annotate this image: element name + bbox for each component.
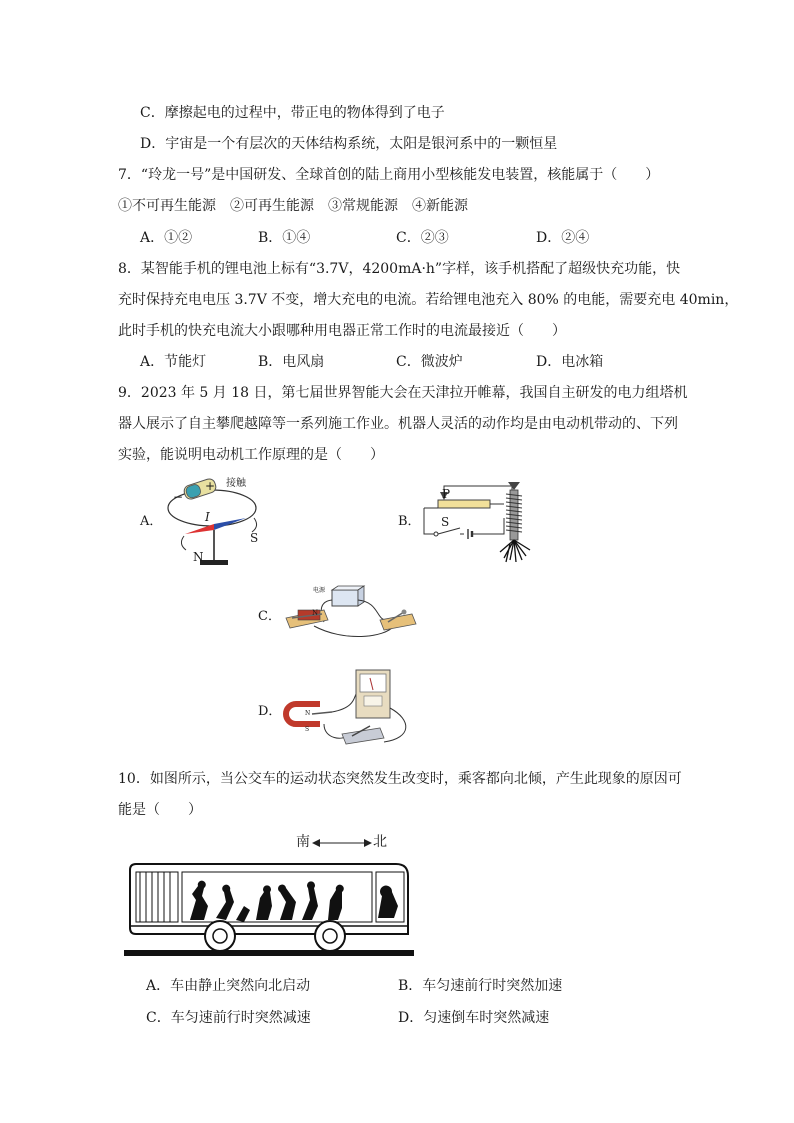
fig-b-electromagnet-diagram (420, 478, 540, 568)
fig-b-label: B． (398, 514, 421, 529)
fig-c-power-source-label: 电源 (313, 587, 326, 594)
q10-option-c: C．车匀速前行时突然减速 (146, 1010, 311, 1026)
q9-stem-line2: 器人展示了自主攀爬越障等一系列施工作业。机器人灵活的动作均是由电动机带动的、下列 (118, 416, 678, 432)
q10-stem-line1: 10．如图所示，当公交车的运动状态突然发生改变时，乘客都向北倾，产生此现象的原因可 (118, 771, 682, 787)
q7-option-b: B．①④ (258, 230, 311, 246)
fig-c-label: C． (258, 609, 281, 624)
q7-option-d: D．②④ (536, 230, 590, 246)
q9-stem-line3: 实验，能说明电动机工作原理的是（ ） (118, 447, 384, 463)
q9-stem-line1: 9．2023 年 5 月 18 日，第七届世界智能大会在天津拉开帷幕，我国自主研发的电力组塔机 (118, 385, 688, 401)
q7-stem: 7．“玲龙一号”是中国研发、全球首创的陆上商用小型核能发电装置，核能属于（ ） (118, 167, 660, 183)
fig-a-plus-sign: + (205, 479, 216, 493)
fig-d-n-pole: N (305, 710, 311, 717)
q8-option-a: A．节能灯 (140, 354, 207, 370)
fig-a-minus-sign: − (173, 490, 184, 504)
fig-d-s-pole: S (305, 726, 310, 733)
q6-option-c: C．摩擦起电的过程中，带正电的物体得到了电子 (140, 105, 445, 121)
q10-stem-line2: 能是（ ） (118, 802, 202, 818)
q8-stem-line1: 8．某智能手机的锂电池上标有“3.7V，4200mA·h”字样，该手机搭配了超级快充功能，快 (118, 261, 681, 277)
south-north-arrow (312, 836, 372, 850)
fig-d-label: D． (258, 704, 282, 719)
q10-option-a: A．车由静止突然向北启动 (146, 978, 311, 994)
q7-option-a: A．①② (140, 230, 193, 246)
north-label: 北 (373, 834, 387, 850)
q6-option-d: D．宇宙是一个有层次的天体结构系统，太阳是银河系中的一颗恒星 (140, 136, 558, 152)
fig-b-s-label: S (441, 515, 450, 529)
q8-stem-line2: 充时保持充电电压 3.7V 不变，增大充电的电流。若给锂电池充入 80% 的电能，需要充电 40min， (118, 292, 739, 308)
fig-a-current-label: I (205, 510, 210, 524)
q7-items: ①不可再生能源 ②可再生能源 ③常规能源 ④新能源 (118, 198, 468, 214)
q8-option-d: D．电冰箱 (536, 354, 604, 370)
q7-option-c: C．②③ (396, 230, 449, 246)
fig-c-n-pole: N (312, 609, 319, 617)
bus-passengers-illustration (124, 858, 414, 958)
q10-option-b: B．车匀速前行时突然加速 (398, 978, 563, 994)
fig-a-n-pole: N (193, 550, 204, 564)
q8-stem-line3: 此时手机的快充电流大小跟哪种用电器正常工作时的电流最接近（ ） (118, 323, 566, 339)
fig-a-label: A． (140, 514, 163, 529)
south-label: 南 (296, 834, 310, 850)
fig-a-touch-label: 接触 (226, 478, 246, 489)
q8-option-b: B．电风扇 (258, 354, 325, 370)
q8-option-c: C．微波炉 (396, 354, 463, 370)
fig-a-s-pole: S (250, 531, 259, 545)
fig-c-circuit-diagram (284, 582, 424, 642)
fig-b-p-label: P (442, 487, 451, 501)
q10-option-d: D．匀速倒车时突然减速 (398, 1010, 550, 1026)
